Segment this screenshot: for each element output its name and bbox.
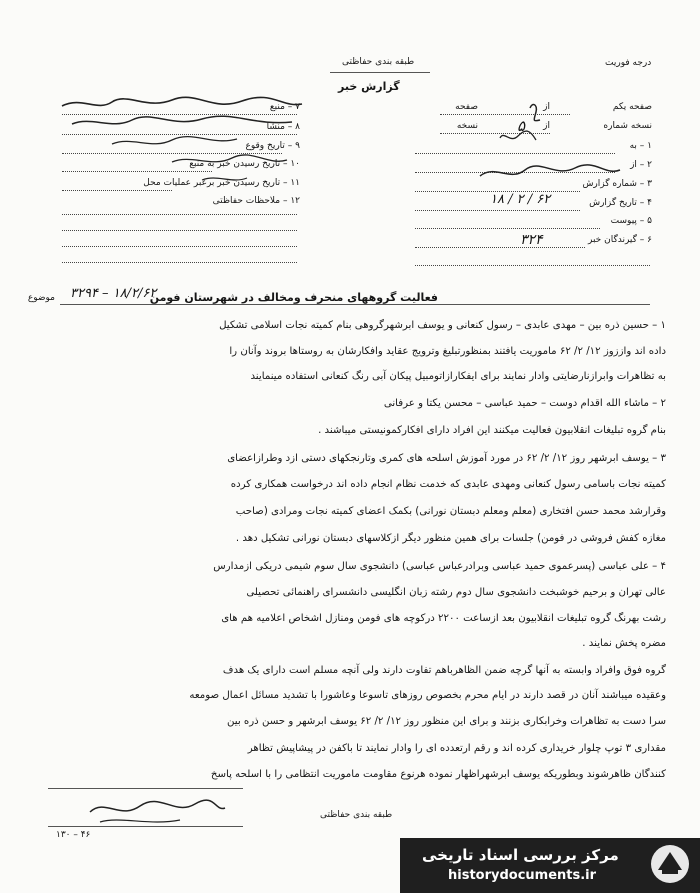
- body-line: مقداری ۳ توپ چلوار خریداری کرده اند و رقم ارتعدده ای را وادار نمایند تا باکفن در پیشاپیش تظاهر: [247, 743, 666, 754]
- field-line: [62, 214, 297, 215]
- field-page-count: صفحه: [455, 102, 478, 112]
- body-line: ۳ – یوسف ابرشهر روز ۱۲/ ۲/ ۶۲ در مورد آموزش اسلحه های کمری وتارنجکهای دستی ازد وطرازاعضای: [227, 453, 666, 464]
- signature-scribble: [80, 790, 230, 830]
- signature-box-line: [48, 826, 243, 827]
- body-line: وعقیده میباشند آنان در قصد دارند در ایام محرم بخصوص روزهای تاسوعا وعاشورا با تشدید مسائل اعمال صومعه: [189, 690, 666, 701]
- field-from: ۲ – از: [630, 160, 652, 170]
- handwriting-scribble: [440, 100, 580, 150]
- field-copy-of: از: [543, 121, 550, 131]
- field-date-received-source: ۱۰ – تاریخ رسیدن خبر به منبع: [189, 159, 300, 169]
- field-origin: ۸ – منشا: [266, 122, 300, 132]
- body-line: وقرارشد محمد حسن افتخاری (معلم ومعلم دبستان نورانی) بکمک اعضای کمیته نجات ومرادی (صاحب: [235, 506, 666, 517]
- field-report-no: ۳ – شماره گزارش: [582, 179, 652, 189]
- field-date-received-ops: ۱۱ – تاریخ رسیدن خبر برعبر عملیات محل: [143, 178, 300, 188]
- protection-class-bottom: طبقه بندی حفاظتی: [320, 810, 393, 820]
- field-date-occurrence: ۹ – تاریخ وقوع: [245, 141, 300, 151]
- field-remarks: ۱۲ – ملاحظات حفاظتی: [212, 196, 300, 206]
- field-line: [415, 228, 600, 229]
- body-line: بنام گروه تبلیغات انقلابیون فعالیت میکنند این افراد دارای افکارکمونیستی میباشند .: [318, 425, 666, 436]
- body-line: کمیته نجات باسامی رسول کنعانی ومهدی عابدی که خدمت نظام انجام داده اند درخواست همکاری کرده: [230, 479, 666, 490]
- protection-class-top: طبقه بندی حفاظتی: [342, 57, 415, 67]
- field-line: [415, 265, 650, 266]
- watermark-url: historydocuments.ir: [448, 868, 597, 883]
- protection-underline-top: [330, 72, 430, 73]
- body-line: ۱ – حسین ذره بین – مهدی عابدی – رسول کنعانی و یوسف ابرشهرگروهی بنام کمیته نجات اسلامی تشکیل: [219, 320, 666, 331]
- report-title: گزارش خبر: [338, 80, 400, 93]
- field-copy-no: نسخه شماره: [603, 121, 652, 131]
- priority-label: درجه فوریت: [605, 58, 652, 68]
- field-copy-count: نسخه: [456, 121, 478, 131]
- field-page-of: از: [543, 102, 550, 112]
- body-line: سرا دست به تظاهرات وخرابکاری بزنند و برای این منظور روز ۱۲/ ۲/ ۶۲ یوسف ابرشهر و حسن ذره بین: [227, 716, 666, 727]
- handwriting-scribble: [52, 94, 312, 189]
- field-line: [415, 153, 615, 154]
- body-line: مغازه کفش فروشی در فومن) جلسات برای همین منظور دیگر ازکلاسهای دبستان نورانی تشکیل دهد .: [235, 533, 666, 544]
- field-page: صفحه یکم: [612, 102, 652, 112]
- body-line: کنندگان ظاهرشوند وبطوریکه یوسف ابرشهراظهار نموده هرنوع مقاومت ماموریت انتظامی را با اسلحه پاسخ: [210, 769, 666, 780]
- field-recipients: ۶ – گیرندگان خبر: [587, 235, 652, 245]
- subject-text: فعالیت گروههای منحرف ومخالف در شهرستان فومن: [149, 291, 438, 304]
- field-report-date: ۴ – تاریخ گزارش: [589, 198, 652, 208]
- signature-box-line: [48, 788, 243, 789]
- handwritten-report-date: ۱۸ / ۲ / ۶۲: [490, 192, 551, 207]
- body-line: گروه فوق وافراد وابسته به آنها گرچه ضمن الظاهرباهم تفاوت دارند ولی آنچه مسلم است دارای یک هدف: [222, 665, 666, 676]
- subject-label: موضوع: [27, 293, 55, 303]
- watermark-logo-icon: [648, 842, 692, 886]
- body-line: به تظاهرات وابرازنارضایتی وادار نمایند برای ایفکارازاتومبیل پیکان آبی رنگ کنعانی استفاده مینمایند: [250, 371, 666, 382]
- subject-reference: ۳۲۹۴ – ۱۸/۲/۶۲: [70, 286, 157, 301]
- handwriting-scribble: [475, 158, 625, 188]
- body-line: عالی تهران و برحیم خوشبخت دانشجوی سال دوم رشته زبان انگلیسی دانشسرای راهنمائی تحصیلی: [246, 587, 666, 598]
- field-to: ۱ – به: [629, 141, 652, 151]
- body-line: ۴ – علی عباسی (پسرعموی حمید عباسی وبرادرعباس عباسی) دانشجوی سال سوم شیمی دریکی ازمدارس: [213, 561, 666, 572]
- handwritten-from-value: ۵: [517, 117, 526, 135]
- field-line: [62, 262, 297, 263]
- field-line: [415, 210, 580, 211]
- subject-underline: [60, 304, 650, 305]
- field-line: [62, 246, 297, 247]
- field-attachment: ۵ – پیوست: [610, 216, 652, 226]
- body-line: ۲ – ماشاء الله اقدام دوست – حمید عباسی – محسن یکتا و عرفانی: [383, 398, 666, 409]
- handwritten-recipient-code: ۳۲۴: [520, 232, 543, 248]
- field-line: [415, 247, 585, 248]
- field-source: ۷ – منبع: [269, 102, 300, 112]
- page-code: ۱۳۰ – ۴۶: [56, 830, 91, 840]
- body-line: داده اند واززوز ۱۲/ ۲/ ۶۲ ماموریت یافتند بمنظورتبلیغ وترویج عقاید وافکارشان به روستاها بروند وآنان را: [229, 346, 666, 357]
- field-line: [62, 190, 172, 191]
- field-line: [62, 230, 297, 231]
- watermark-title: مرکز بررسی اسناد تاریخی: [422, 846, 619, 864]
- body-line: مضره پخش نمایند .: [582, 638, 666, 649]
- body-line: رشت بهرنگ گروه تبلیغات انقلابیون بعد ازساعت ۲۲۰۰ درکوچه های فومن ومنازل اشخاص اعلامیه هم های: [221, 613, 666, 624]
